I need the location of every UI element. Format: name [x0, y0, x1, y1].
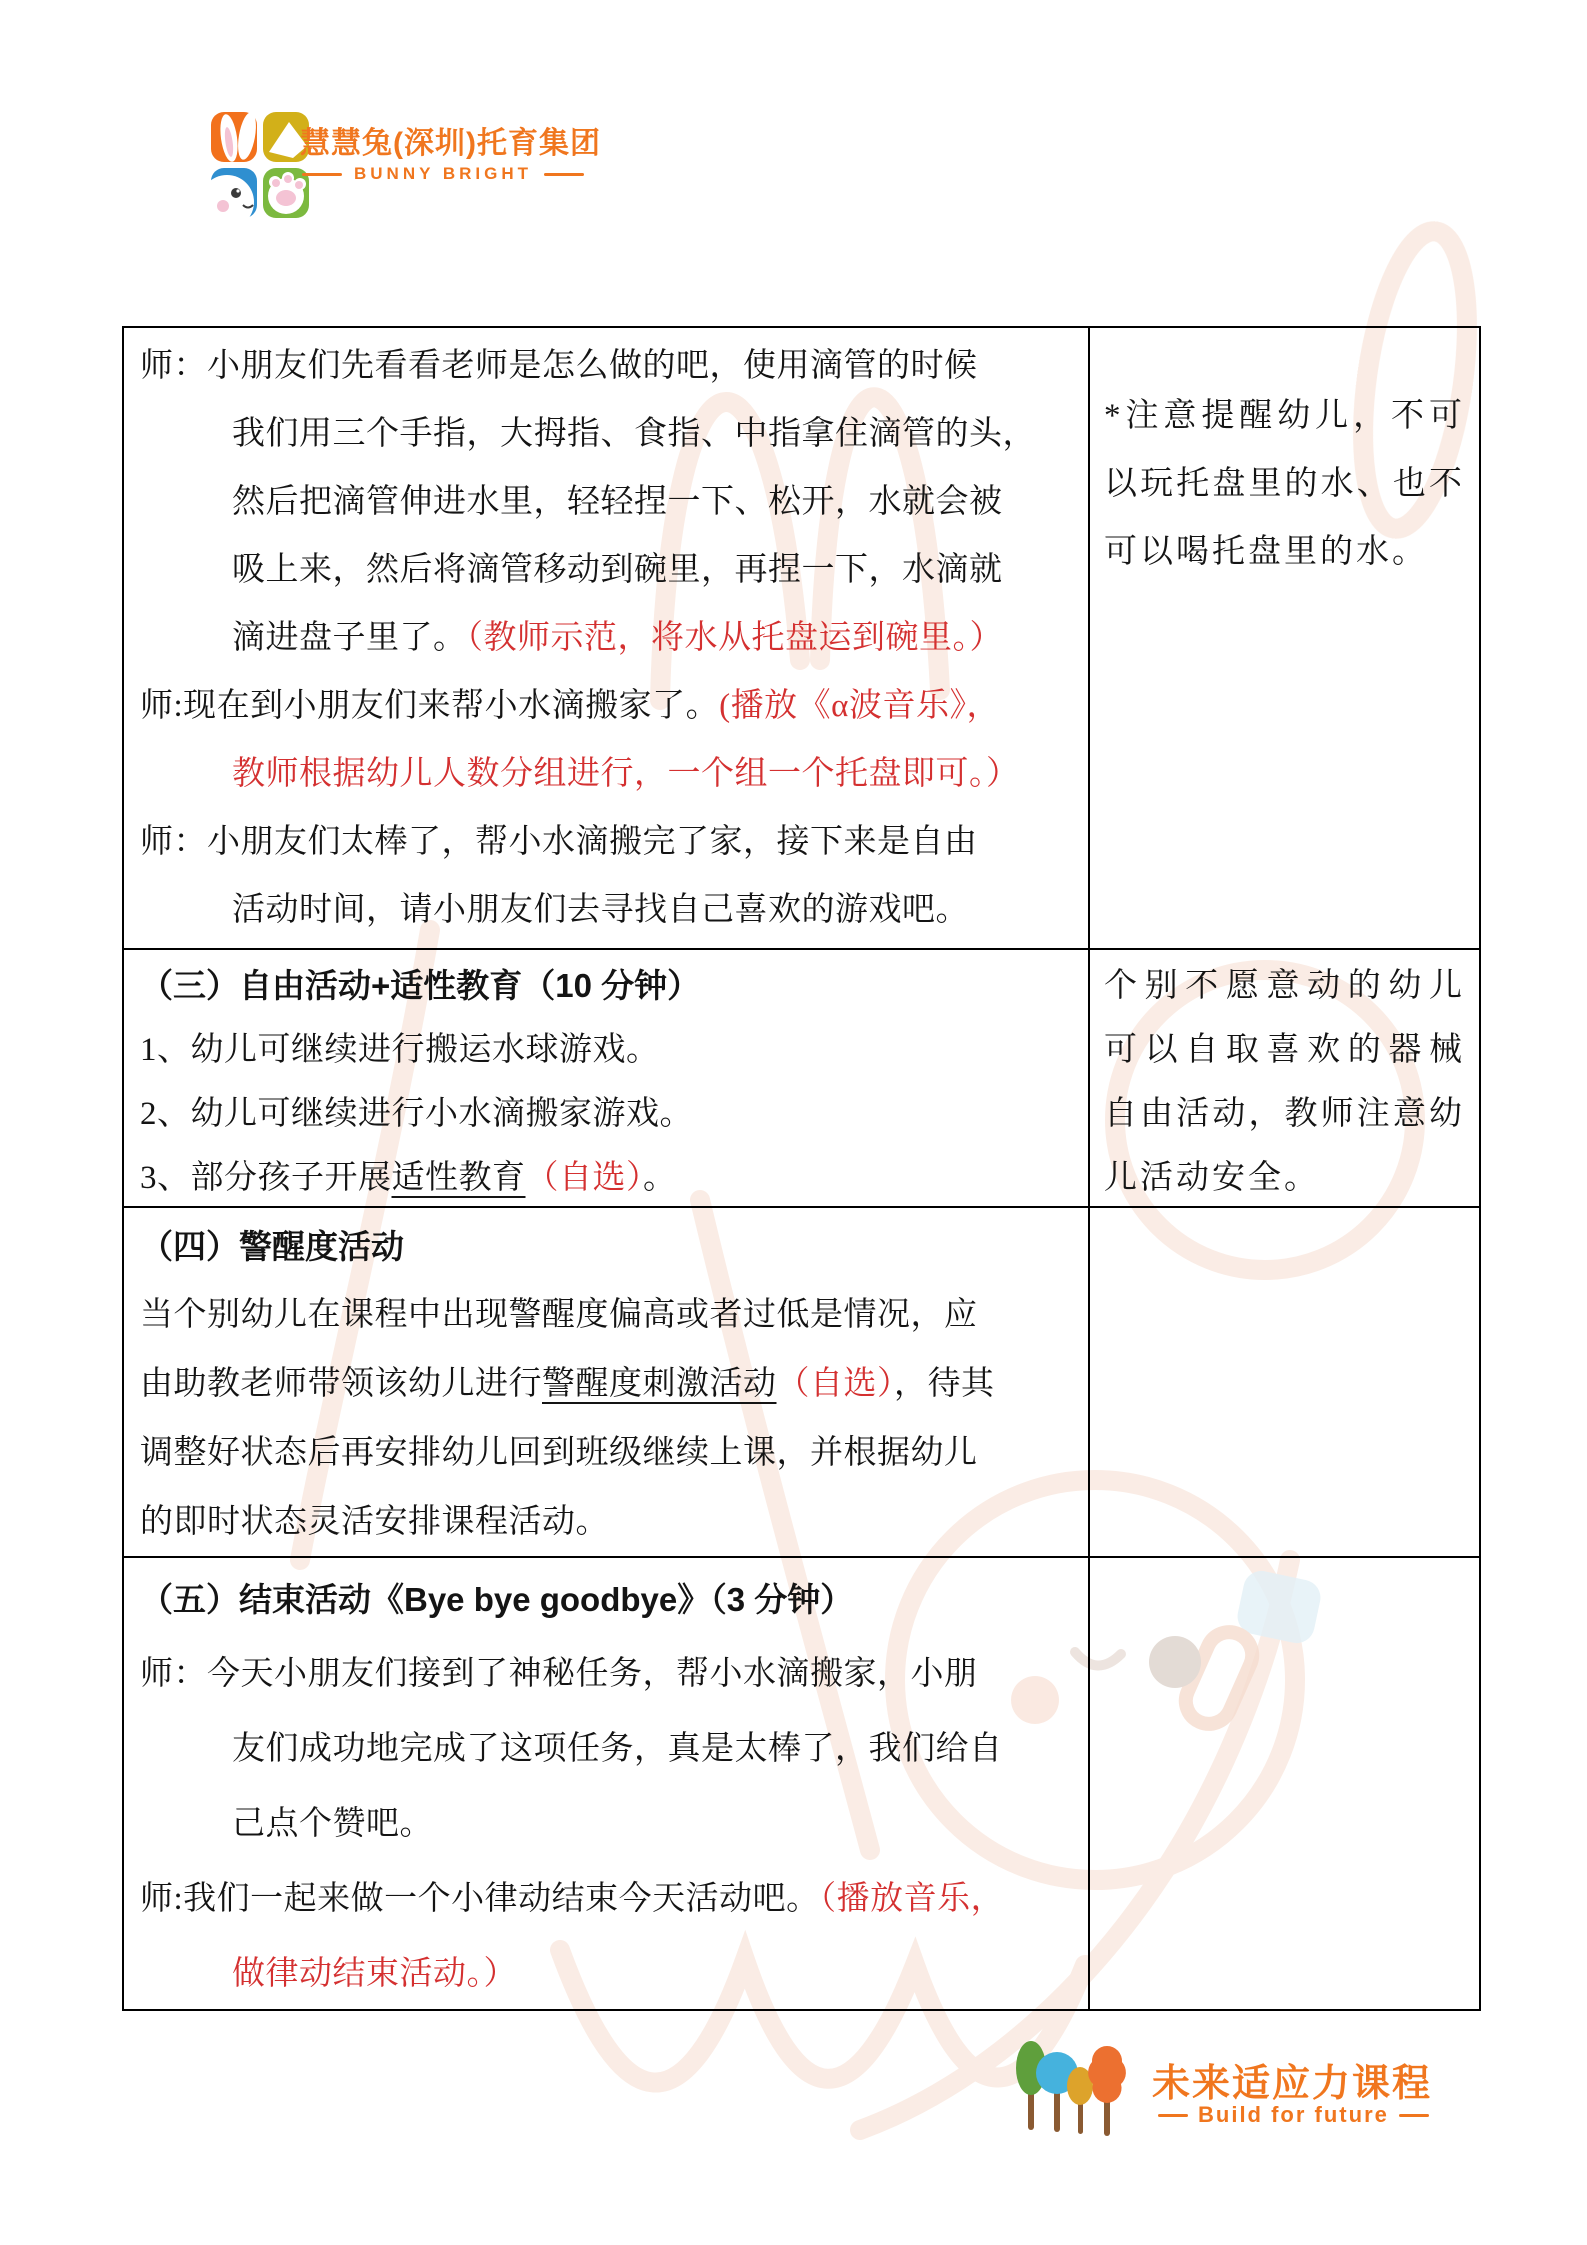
dialog-text: 然后把滴管伸进水里，轻轻捏一下、松开，水就会被	[232, 484, 1003, 520]
brand-name: 慧慧兔(深圳)托育集团	[300, 127, 601, 160]
section-heading	[140, 1562, 1080, 1637]
dialog-text: 活动时间，请小朋友们去寻找自己喜欢的游戏吧。	[232, 892, 969, 928]
note-text: 儿活动安全。	[1104, 1160, 1320, 1196]
footer-course-name: 未来适应力课程	[1152, 2063, 1433, 2105]
dialog-text: 师:现在到小朋友们来帮小水滴搬家了。	[140, 688, 720, 724]
dialog-text: 滴进盘子里了。	[232, 620, 467, 656]
dialog-text: 师：小朋友们先看看老师是怎么做的吧，使用滴管的时候	[140, 348, 978, 384]
section-heading-text: （四）警醒度活动	[140, 1228, 404, 1265]
brand-subtitle: BUNNY BRIGHT	[354, 164, 533, 183]
dialog-line	[140, 808, 1080, 876]
body-text: 当个别幼儿在课程中出现警醒度偏高或者过低是情况，应	[140, 1297, 978, 1333]
underlined-term: 警醒度刺激活动	[542, 1366, 777, 1402]
footer-tagline: Build for future	[1198, 2102, 1389, 2127]
body-text: 的即时状态灵活安排课程活动。	[140, 1504, 609, 1540]
list-item	[140, 1082, 1080, 1146]
body-text: 调整好状态后再安排幼儿回到班级继续上课，并根据幼儿	[140, 1435, 978, 1471]
optional-tag: （自选）	[776, 1366, 894, 1402]
dialog-line	[140, 536, 1080, 604]
section-heading-text: （五）结束活动《Bye bye goodbye》（3 分钟）	[140, 1581, 854, 1618]
brand-dash-left	[302, 173, 342, 176]
section-heading-text: （三）自由活动+适性教育（10 分钟）	[140, 967, 701, 1004]
note-text: 自由活动，教师注意幼	[1104, 1096, 1465, 1132]
list-item	[140, 1146, 1080, 1206]
body-line	[140, 1488, 1080, 1556]
dialog-line	[140, 1862, 1080, 1937]
dialog-text: 师:我们一起来做一个小律动结束今天活动吧。	[140, 1881, 820, 1917]
footer-dash-left	[1158, 2114, 1188, 2117]
trees-logo-icon	[1016, 2040, 1134, 2145]
note-line	[1104, 1082, 1465, 1146]
dialog-line	[140, 332, 1080, 400]
note-line	[1104, 382, 1465, 450]
dialog-line	[140, 1712, 1080, 1787]
brand-dash-right	[544, 173, 584, 176]
stage-direction-text: 做律动结束活动。）	[232, 1956, 517, 1992]
section-closing	[124, 1556, 1088, 2009]
teacher-note-alertness-empty	[1088, 1206, 1479, 1556]
dialog-text: 师：今天小朋友们接到了神秘任务，帮小水滴搬家，小朋	[140, 1656, 978, 1692]
note-text: 以玩托盘里的水、也不	[1104, 466, 1465, 502]
body-text: 由助教老师带领该幼儿进行	[140, 1366, 542, 1402]
dialog-section-demo	[124, 328, 1088, 948]
underlined-term: 适性教育	[391, 1160, 526, 1196]
note-line	[1104, 518, 1465, 586]
note-text: 个别不愿意动的幼儿	[1104, 968, 1465, 1004]
body-line	[140, 1281, 1080, 1350]
brand-subtitle-row	[302, 164, 584, 184]
stage-direction-text: 教师根据幼儿人数分组进行，一个组一个托盘即可。）	[232, 756, 1020, 792]
note-line	[1104, 1018, 1465, 1082]
stage-direction-text: (播放《α波音乐》，	[719, 688, 1000, 724]
teacher-note-demo	[1088, 328, 1479, 948]
list-item-text: 。	[643, 1160, 677, 1196]
list-item-text: 1、幼儿可继续进行搬运水球游戏。	[140, 1032, 660, 1068]
list-item	[140, 1018, 1080, 1082]
dialog-line	[140, 1637, 1080, 1712]
dialog-text: 师：小朋友们太棒了，帮小水滴搬完了家，接下来是自由	[140, 824, 978, 860]
note-line	[1104, 1146, 1465, 1206]
dialog-text: 友们成功地完成了这项任务，真是太棒了，我们给自	[232, 1731, 1003, 1767]
body-line	[140, 1419, 1080, 1488]
section-heading	[140, 1212, 1080, 1281]
list-item-text: 2、幼儿可继续进行小水滴搬家游戏。	[140, 1096, 693, 1132]
section-free-activity	[124, 948, 1088, 1206]
teacher-note-closing-empty	[1088, 1556, 1479, 2009]
lesson-table	[122, 326, 1481, 2011]
note-line	[1104, 954, 1465, 1018]
dialog-line	[140, 1787, 1080, 1862]
dialog-text: 己点个赞吧。	[232, 1806, 433, 1842]
footer-dash-right	[1399, 2114, 1429, 2117]
dialog-line	[140, 604, 1080, 672]
dialog-line	[140, 876, 1080, 944]
note-text: 可以自取喜欢的器械	[1104, 1032, 1465, 1068]
body-line	[140, 1350, 1080, 1419]
dialog-line	[140, 672, 1080, 740]
teacher-note-free-activity	[1088, 948, 1479, 1206]
note-text: *注意提醒幼儿，不可	[1104, 398, 1465, 434]
footer-tagline-row	[1158, 2102, 1429, 2128]
stage-direction-text: （教师示范，将水从托盘运到碗里。）	[466, 620, 1003, 656]
dialog-line	[140, 400, 1080, 468]
dialog-line	[140, 1937, 1080, 2009]
body-text: ，待其	[894, 1366, 995, 1402]
section-alertness	[124, 1206, 1088, 1556]
section-heading	[140, 954, 1080, 1018]
dialog-line	[140, 740, 1080, 808]
dialog-line	[140, 468, 1080, 536]
list-item-text: 3、部分孩子开展	[140, 1160, 392, 1196]
note-line	[1104, 450, 1465, 518]
optional-tag: （自选）	[525, 1160, 643, 1196]
dialog-text: 吸上来，然后将滴管移动到碗里，再捏一下，水滴就	[232, 552, 1003, 588]
stage-direction-text: （播放音乐，	[819, 1881, 1005, 1917]
note-text: 可以喝托盘里的水。	[1104, 534, 1428, 570]
dialog-text: 我们用三个手指，大拇指、食指、中指拿住滴管的头，	[232, 416, 1036, 452]
